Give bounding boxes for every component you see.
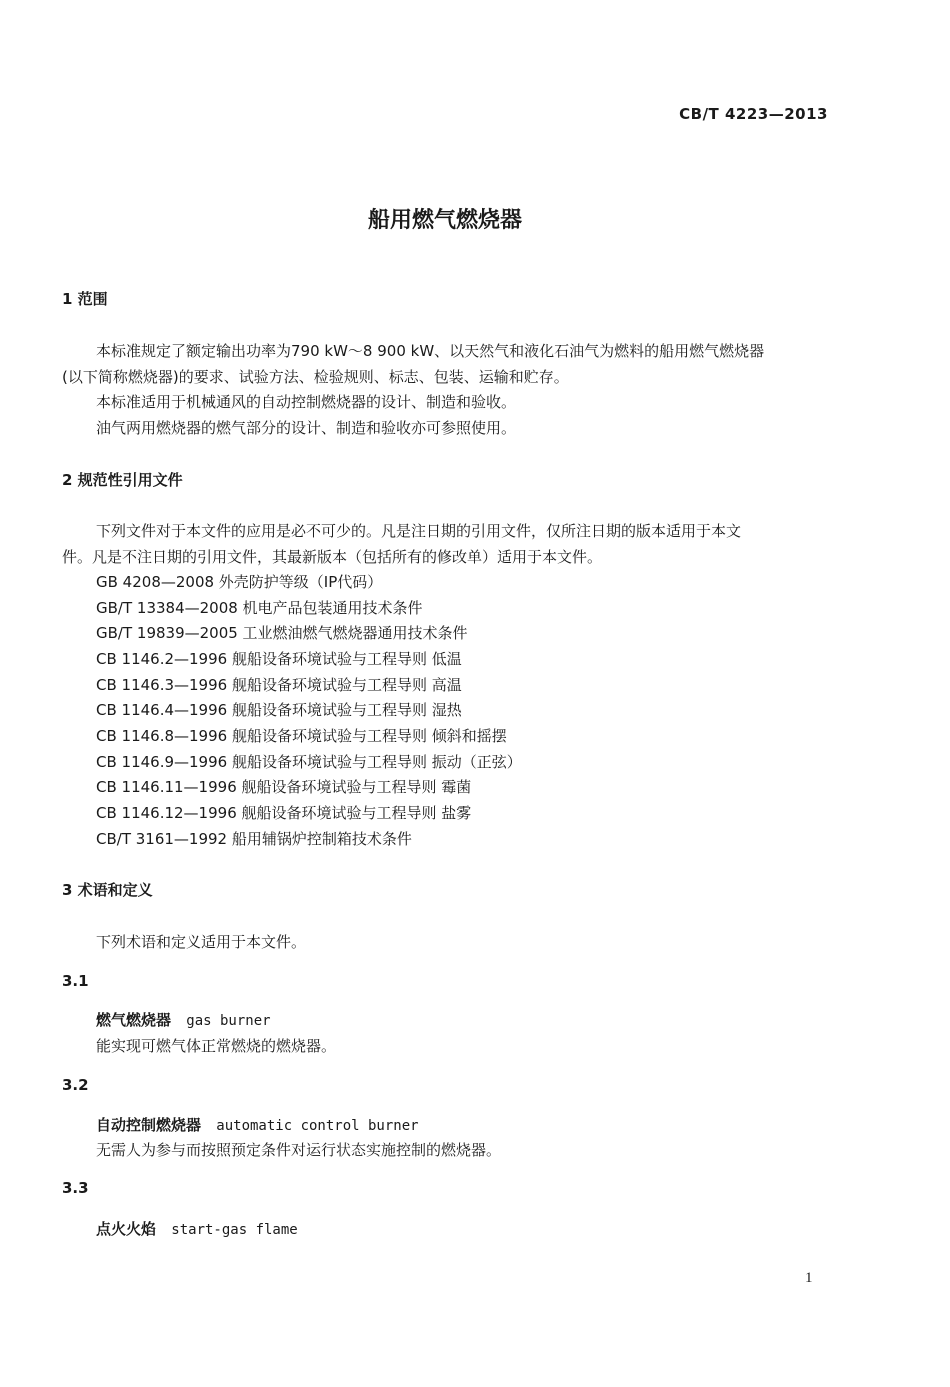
term-en: gas burner bbox=[186, 1013, 271, 1029]
section-3-heading: 3 术语和定义 bbox=[62, 881, 153, 899]
s2-intro: 下列文件对于本文件的应用是必不可少的。凡是注日期的引用文件，仅所注日期的版本适用于本文 bbox=[96, 522, 742, 540]
s1-paragraph: 油气两用燃烧器的燃气部分的设计、制造和验收亦可参照使用。 bbox=[96, 419, 517, 437]
reference-item: CB/T 3161—1992 船用辅锅炉控制箱技术条件 bbox=[96, 830, 412, 848]
page-number: 1 bbox=[805, 1270, 813, 1286]
reference-item: GB/T 13384—2008 机电产品包装通用技术条件 bbox=[96, 599, 423, 617]
s1-paragraph: 本标准规定了额定输出功率为790 kW～8 900 kW、以天然气和液化石油气为燃料的船用燃气燃烧器 bbox=[96, 342, 765, 360]
term-cn: 点火火焰 bbox=[96, 1220, 157, 1238]
reference-item: CB 1146.9—1996 舰船设备环境试验与工程导则 振动（正弦） bbox=[96, 753, 522, 771]
term-heading bbox=[96, 1114, 419, 1135]
s2-intro: 件。凡是不注日期的引用文件，其最新版本（包括所有的修改单）适用于本文件。 bbox=[62, 548, 603, 566]
reference-item: GB 4208—2008 外壳防护等级（IP代码） bbox=[96, 573, 383, 591]
document-title: 船用燃气燃烧器 bbox=[367, 208, 522, 233]
reference-item: CB 1146.12—1996 舰船设备环境试验与工程导则 盐雾 bbox=[96, 804, 472, 822]
term-en: automatic control burner bbox=[216, 1118, 419, 1134]
reference-item: CB 1146.11—1996 舰船设备环境试验与工程导则 霉菌 bbox=[96, 778, 472, 796]
standard-number: CB/T 4223—2013 bbox=[679, 105, 828, 123]
term-number: 3.2 bbox=[62, 1076, 89, 1094]
term-number: 3.3 bbox=[62, 1179, 89, 1197]
term-cn: 自动控制燃烧器 bbox=[96, 1116, 202, 1134]
reference-item: CB 1146.3—1996 舰船设备环境试验与工程导则 高温 bbox=[96, 676, 462, 694]
reference-item: CB 1146.4—1996 舰船设备环境试验与工程导则 湿热 bbox=[96, 701, 462, 719]
term-number: 3.1 bbox=[62, 972, 89, 990]
term-definition: 无需人为参与而按照预定条件对运行状态实施控制的燃烧器。 bbox=[96, 1141, 502, 1159]
s3-intro: 下列术语和定义适用于本文件。 bbox=[96, 933, 307, 951]
reference-item: GB/T 19839—2005 工业燃油燃气燃烧器通用技术条件 bbox=[96, 624, 468, 642]
s1-paragraph: (以下简称燃烧器)的要求、试验方法、检验规则、标志、包装、运输和贮存。 bbox=[62, 368, 569, 386]
term-cn: 燃气燃烧器 bbox=[96, 1011, 172, 1029]
section-1-heading: 1 范围 bbox=[62, 290, 108, 308]
section-2-heading: 2 规范性引用文件 bbox=[62, 471, 183, 489]
term-heading bbox=[96, 1218, 298, 1239]
s1-paragraph: 本标准适用于机械通风的自动控制燃烧器的设计、制造和验收。 bbox=[96, 393, 517, 411]
reference-item: CB 1146.8—1996 舰船设备环境试验与工程导则 倾斜和摇摆 bbox=[96, 727, 507, 745]
reference-item: CB 1146.2—1996 舰船设备环境试验与工程导则 低温 bbox=[96, 650, 462, 668]
term-en: start-gas flame bbox=[171, 1222, 298, 1238]
term-heading bbox=[96, 1009, 271, 1030]
term-definition: 能实现可燃气体正常燃烧的燃烧器。 bbox=[96, 1037, 337, 1055]
